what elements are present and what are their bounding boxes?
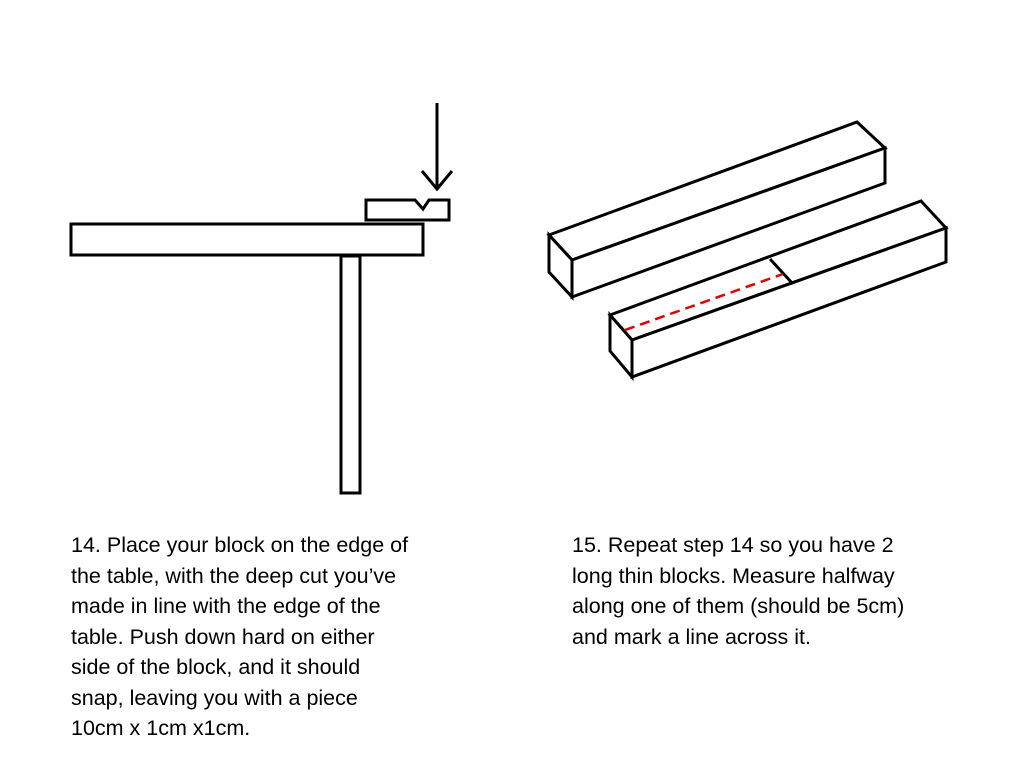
- wooden-block: [366, 200, 449, 220]
- step15-caption: 15. Repeat step 14 so you have 2 long thin blocks. Measure halfway along one of them (should be 5cm) and mark a line across it.: [572, 533, 905, 649]
- step14-caption: 14. Place your block on the edge of the table, with the deep cut you’ve made in line with the edge of the table. Push down hard on either side of the block, and it should snap, leaving you with a piece 10cm x 1cm x1cm.: [71, 533, 409, 740]
- push-down-arrow-icon: [422, 103, 452, 189]
- table-leg: [341, 256, 360, 493]
- table-top: [71, 224, 423, 255]
- step15-illustration: [549, 122, 946, 377]
- step14-illustration: [71, 103, 452, 493]
